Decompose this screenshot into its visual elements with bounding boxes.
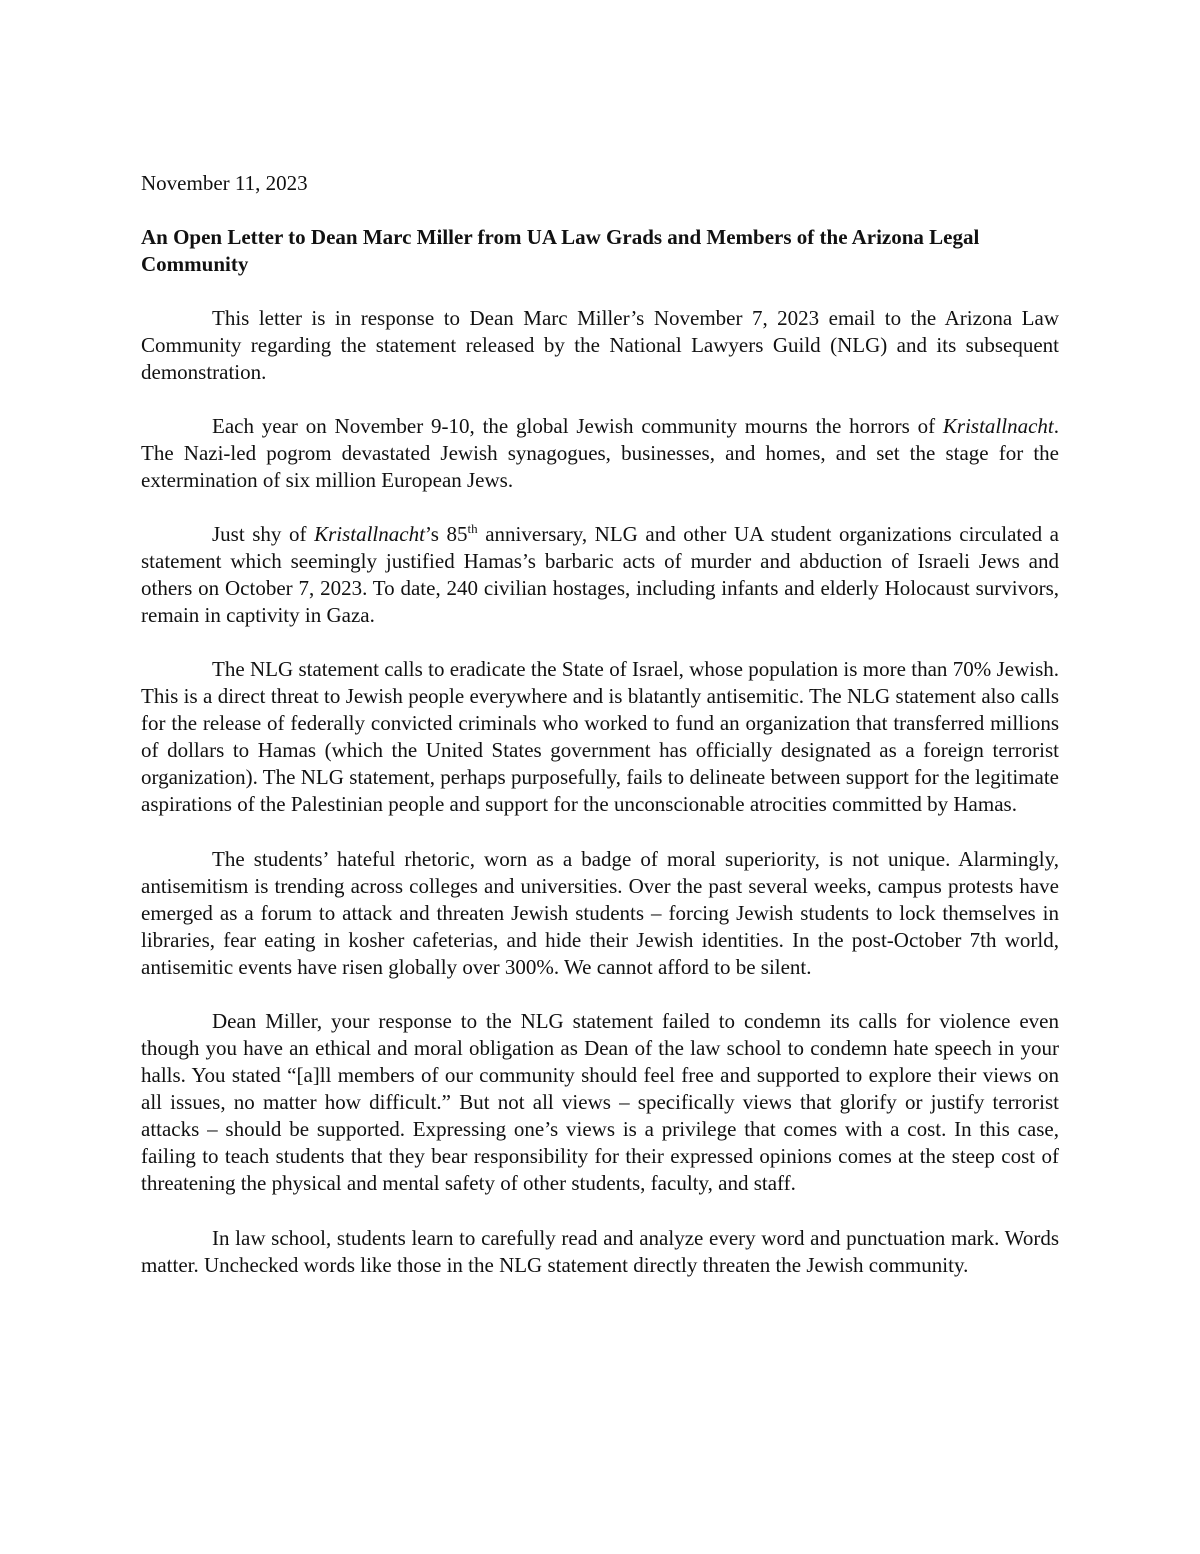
paragraph-4: The NLG statement calls to eradicate the State of Israel, whose population is more than 70% Jewish. This is a direct threat to Jewish people everywhere and is blatantly antisemitic. The NLG statement also calls for the release of federally convicted criminals who worked to fund an organization that transferred millions of dollars to Hamas (which the United States government has officially designated as a foreign terrorist organization). The NLG statement, perhaps purposefully, fails to delineate between support for the legitimate aspirations of the Palestinian people and support for the unconscionable atrocities committed by Hamas. <box>141 657 1059 816</box>
letter-page <box>141 170 1059 1306</box>
italic-term: Kristallnacht <box>314 522 425 546</box>
paragraph-1: This letter is in response to Dean Marc Miller’s November 7, 2023 email to the Arizona Law Community regarding the statement released by the National Lawyers Guild (NLG) and its subsequent demonstration. <box>141 306 1059 384</box>
text: anniversary, NLG and other UA student organizations circulated a statement which seemingly justified Hamas’s barbaric acts of murder and abduction of Israeli Jews and others on October 7, 2023. To date, 240 civilian hostages, including infants and elderly Holocaust survivors, remain in captivity in Gaza. <box>141 522 1059 627</box>
letter-title: An Open Letter to Dean Marc Miller from UA Law Grads and Members of the Arizona Legal Community <box>141 225 980 276</box>
paragraph-6: Dean Miller, your response to the NLG statement failed to condemn its calls for violence even though you have an ethical and moral obligation as Dean of the law school to condemn hate speech in your halls. You stated “[a]ll members of our community should feel free and supported to explore their views on all issues, no matter how difficult.” But not all views – specifically views that glorify or justify terrorist attacks – should be supported. Expressing one’s views is a privilege that comes with a cost. In this case, failing to teach students that they bear responsibility for their expressed opinions comes at the steep cost of threatening the physical and mental safety of other students, faculty, and staff. <box>141 1009 1059 1195</box>
paragraph-5: The students’ hateful rhetoric, worn as a badge of moral superiority, is not unique. Alarmingly, antisemitism is trending across colleges and universities. Over the past several weeks, campus protests have emerged as a forum to attack and threaten Jewish students – forcing Jewish students to lock themselves in libraries, fear eating in kosher cafeterias, and hide their Jewish identities. In the post-October 7th world, antisemitic events have risen globally over 300%. We cannot afford to be silent. <box>141 847 1059 979</box>
paragraph-2 <box>141 413 1059 494</box>
paragraph-7: In law school, students learn to carefully read and analyze every word and punctuation mark. Words matter. Unchecked words like those in the NLG statement directly threaten the Jewish community. <box>141 1226 1059 1277</box>
letter-date: November 11, 2023 <box>141 171 308 195</box>
text: . The Nazi-led pogrom devastated Jewish synagogues, businesses, and homes, and set the stage for the extermination of six million European Jews. <box>141 414 1059 492</box>
text: ’s 85 <box>424 522 468 546</box>
text: Just shy of <box>212 522 315 546</box>
paragraph-3 <box>141 521 1059 629</box>
ordinal-suffix: th <box>467 521 478 536</box>
italic-term: Kristallnacht <box>942 414 1054 438</box>
text: Each year on November 9-10, the global Jewish community mourns the horrors of <box>212 414 943 438</box>
